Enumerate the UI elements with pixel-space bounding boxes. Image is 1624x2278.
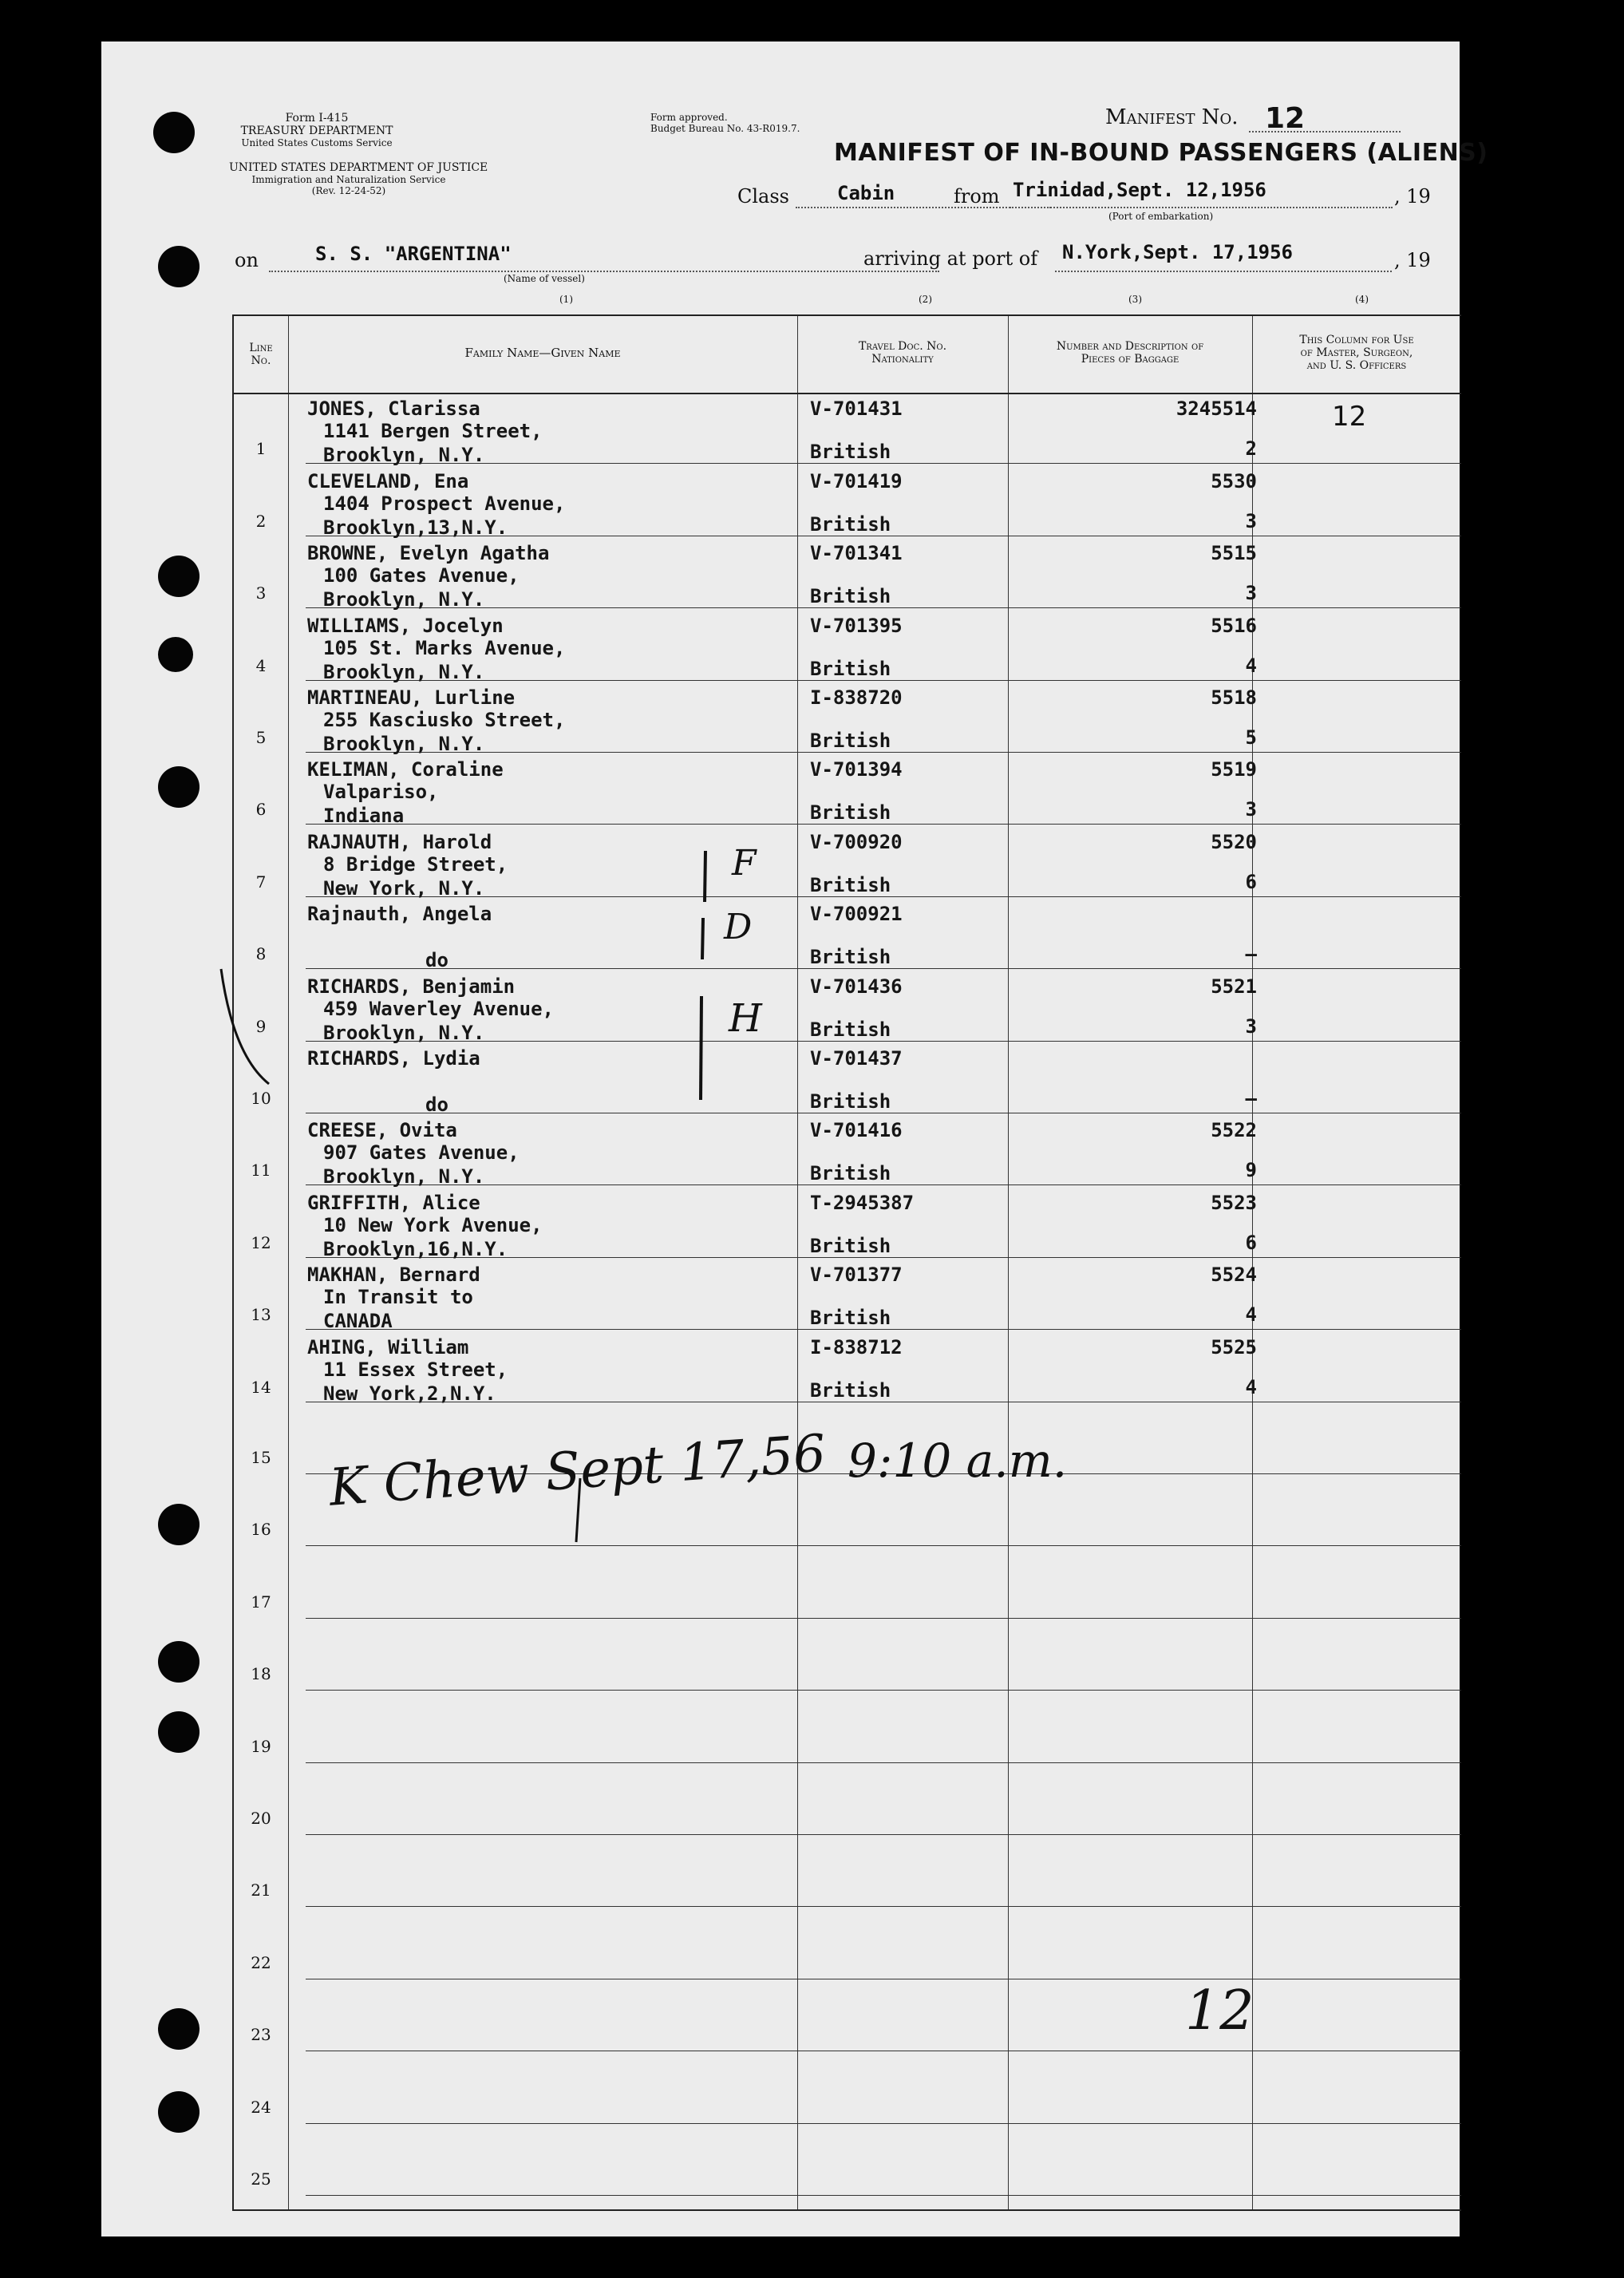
line-number: 23 <box>251 2025 271 2045</box>
officer-signature: K Chew Sept 17,56 <box>327 1424 828 1518</box>
baggage-count: 3 <box>1245 798 1257 821</box>
passenger-name-line-3: Indiana <box>323 805 405 828</box>
passenger-name-line-3: do <box>425 949 448 972</box>
inspection-time: 9:10 a.m. <box>848 1434 1068 1488</box>
passenger-name-line-1: MARTINEAU, Lurline <box>307 686 516 709</box>
passenger-name-line-2: 100 Gates Avenue, <box>323 564 520 587</box>
baggage-header-2: Pieces of Baggage <box>1081 353 1179 366</box>
passenger-name-line-2: 10 New York Avenue, <box>323 1213 543 1236</box>
line-no-header-1: Line <box>249 342 273 354</box>
baggage-number: 5519 <box>1211 758 1257 781</box>
passenger-name-line-1: MAKHAN, Bernard <box>307 1264 480 1287</box>
passenger-name-line-3: Brooklyn, N.Y. <box>323 1021 485 1044</box>
punch-hole-3 <box>158 556 200 597</box>
baggage-count: 4 <box>1245 1375 1257 1398</box>
line-number: 4 <box>255 655 267 675</box>
ins-service: Immigration and Naturalization Service <box>251 174 446 185</box>
travel-doc-number: V-701437 <box>810 1047 903 1070</box>
on-label: on <box>235 249 259 271</box>
approval-line-1: Form approved. <box>650 112 728 123</box>
mark-d: D <box>724 907 753 947</box>
passenger-name-line-1: CREESE, Ovita <box>307 1119 457 1142</box>
baggage-count: 4 <box>1245 1303 1257 1327</box>
approval-line-2: Budget Bureau No. 43-R019.7. <box>650 123 800 134</box>
from-value: Trinidad,Sept. 12,1956 <box>1013 179 1266 201</box>
line-number: 22 <box>251 1952 271 1972</box>
baggage-count: 2 <box>1245 437 1257 461</box>
baggage-count: 9 <box>1245 1159 1257 1182</box>
line-number: 5 <box>255 728 267 747</box>
line-number: 24 <box>251 2097 271 2117</box>
passenger-name-line-2: Valpariso, <box>323 781 439 804</box>
passenger-name-line-1: BROWNE, Evelyn Agatha <box>307 542 550 565</box>
nationality: British <box>810 1018 891 1041</box>
baggage-count: — <box>1245 943 1257 966</box>
year-suffix: , 19 <box>1394 185 1431 208</box>
punch-hole-1 <box>153 112 195 153</box>
travel-header-2: Nationality <box>871 353 934 366</box>
punch-hole-7 <box>158 1641 200 1683</box>
class-label: Class <box>737 185 789 208</box>
baggage-number: 5516 <box>1211 614 1257 637</box>
passenger-name-line-1: WILLIAMS, Jocelyn <box>307 614 504 637</box>
passenger-name-line-1: RICHARDS, Benjamin <box>307 975 516 998</box>
line-number: 18 <box>251 1664 271 1684</box>
passenger-name-line-3: Brooklyn, N.Y. <box>323 660 485 683</box>
baggage-number: 3245514 <box>1176 397 1257 421</box>
passenger-name-line-2: 1141 Bergen Street, <box>323 420 543 443</box>
manifest-no-label: Manifest No. <box>1105 105 1239 129</box>
punch-hole-4 <box>158 637 193 672</box>
travel-doc-number: V-700920 <box>810 830 903 853</box>
nationality: British <box>810 1162 891 1185</box>
baggage-count: 6 <box>1245 1231 1257 1254</box>
passenger-name-line-3: do <box>425 1094 448 1116</box>
line-number: 1 <box>255 439 267 459</box>
baggage-number: 5525 <box>1211 1335 1257 1358</box>
revision-date: (Rev. 12-24-52) <box>311 185 386 196</box>
line-number: 16 <box>251 1520 271 1540</box>
punch-hole-2 <box>158 246 200 287</box>
tally-mark: 12 <box>1185 1979 1255 2043</box>
line-number: 14 <box>251 1377 271 1397</box>
year-suffix-2: , 19 <box>1394 249 1431 271</box>
vessel-caption: (Name of vessel) <box>504 273 585 284</box>
line-number: 25 <box>251 2169 271 2189</box>
punch-hole-9 <box>158 2008 200 2050</box>
baggage-count: 6 <box>1245 870 1257 893</box>
treasury-dept: TREASURY DEPARTMENT <box>240 125 393 137</box>
from-label: from <box>954 185 1000 208</box>
passenger-name-line-3: New York, N.Y. <box>323 876 485 900</box>
passenger-name-line-3: Brooklyn, N.Y. <box>323 444 485 467</box>
passenger-name-line-2: 255 Kasciusko Street, <box>323 709 566 731</box>
baggage-number: 5524 <box>1211 1264 1257 1287</box>
passenger-name-line-2: 459 Waverley Avenue, <box>323 997 554 1020</box>
line-number: 8 <box>255 944 267 964</box>
punch-hole-6 <box>158 1504 200 1545</box>
name-header: Family Name—Given Name <box>464 346 621 360</box>
line-number: 15 <box>251 1448 271 1467</box>
nationality: British <box>810 946 891 969</box>
passenger-name-line-1: JONES, Clarissa <box>307 397 480 421</box>
manifest-no-value: 12 <box>1265 102 1306 135</box>
nationality: British <box>810 512 891 536</box>
passenger-name-line-1: RICHARDS, Lydia <box>307 1047 480 1070</box>
passenger-name-line-1: Rajnauth, Angela <box>307 903 492 926</box>
line-number: 3 <box>255 583 267 603</box>
arriving-value: N.York,Sept. 17,1956 <box>1062 241 1293 263</box>
baggage-number: 5521 <box>1211 975 1257 998</box>
col-num-1: (1) <box>559 294 573 305</box>
line-number: 19 <box>251 1736 271 1756</box>
passenger-name-line-3: Brooklyn, N.Y. <box>323 588 485 611</box>
nationality: British <box>810 441 891 464</box>
baggage-number: 5520 <box>1211 830 1257 853</box>
line-number: 11 <box>251 1161 271 1181</box>
passenger-name-line-3: Brooklyn,16,N.Y. <box>323 1237 508 1260</box>
passenger-name-line-2: 1404 Prospect Avenue, <box>323 492 566 515</box>
passenger-name-line-3: CANADA <box>323 1310 393 1333</box>
passenger-name-line-1: CLEVELAND, Ena <box>307 469 469 492</box>
line-number: 21 <box>251 1881 271 1900</box>
passenger-name-line-2: 105 St. Marks Avenue, <box>323 636 566 659</box>
mark-h: H <box>729 996 762 1041</box>
passenger-name-line-1: AHING, William <box>307 1335 469 1358</box>
travel-doc-number: V-701416 <box>810 1119 903 1142</box>
officers-header-1: This Column for Use <box>1299 334 1414 346</box>
baggage-count: 4 <box>1245 654 1257 677</box>
embark-caption: (Port of embarkation) <box>1108 211 1214 222</box>
travel-doc-number: V-701377 <box>810 1264 903 1287</box>
passenger-name-line-2: In Transit to <box>323 1286 473 1309</box>
vessel-value: S. S. "ARGENTINA" <box>315 243 512 265</box>
passenger-name-line-2: 11 Essex Street, <box>323 1358 508 1381</box>
passenger-name-line-3: Brooklyn, N.Y. <box>323 1165 485 1188</box>
passenger-name-line-3: New York,2,N.Y. <box>323 1382 496 1405</box>
travel-doc-number: T-2945387 <box>810 1191 915 1214</box>
passenger-name-line-2: 907 Gates Avenue, <box>323 1141 520 1165</box>
nationality: British <box>810 873 891 896</box>
col-num-2: (2) <box>919 294 932 305</box>
passenger-name-line-1: RAJNAUTH, Harold <box>307 830 492 853</box>
baggage-count: 5 <box>1245 726 1257 749</box>
nationality: British <box>810 1234 891 1257</box>
baggage-number: 5515 <box>1211 542 1257 565</box>
officers-header-3: and U. S. Officers <box>1306 359 1407 372</box>
travel-header-1: Travel Doc. No. <box>858 340 947 353</box>
line-number: 7 <box>255 872 267 892</box>
line-number: 20 <box>251 1809 271 1828</box>
passenger-name-line-3: Brooklyn,13,N.Y. <box>323 516 508 539</box>
travel-doc-number: V-701419 <box>810 469 903 492</box>
travel-doc-number: V-700921 <box>810 903 903 926</box>
officer-note: 12 <box>1332 401 1367 433</box>
page-title: MANIFEST OF IN-BOUND PASSENGERS (ALIENS) <box>834 139 1488 167</box>
baggage-count: 3 <box>1245 582 1257 605</box>
baggage-number: 5523 <box>1211 1191 1257 1214</box>
nationality: British <box>810 730 891 752</box>
customs-service: United States Customs Service <box>241 137 393 148</box>
line-no-header-2: No. <box>251 354 271 367</box>
travel-doc-number: V-701341 <box>810 542 903 565</box>
baggage-count: 3 <box>1245 1014 1257 1038</box>
punch-hole-5 <box>158 766 200 808</box>
line-number: 13 <box>251 1305 271 1325</box>
passenger-name-line-3: Brooklyn, N.Y. <box>323 733 485 755</box>
travel-doc-number: V-701395 <box>810 614 903 637</box>
line-number: 2 <box>255 511 267 531</box>
baggage-count: 3 <box>1245 509 1257 532</box>
nationality: British <box>810 801 891 825</box>
passenger-name-line-1: KELIMAN, Coraline <box>307 758 504 781</box>
punch-hole-8 <box>158 1711 200 1753</box>
nationality: British <box>810 1090 891 1113</box>
line-number: 9 <box>255 1016 267 1036</box>
baggage-number: 5522 <box>1211 1119 1257 1142</box>
travel-doc-number: I-838720 <box>810 686 903 709</box>
travel-doc-number: V-701394 <box>810 758 903 781</box>
passenger-name-line-2: 8 Bridge Street, <box>323 852 508 876</box>
mark-f: F <box>732 843 757 884</box>
line-number: 17 <box>251 1592 271 1612</box>
line-number: 10 <box>251 1089 271 1108</box>
manifest-sheet <box>101 42 1488 2236</box>
line-number: 12 <box>251 1232 271 1252</box>
baggage-number: 5530 <box>1211 469 1257 492</box>
nationality: British <box>810 657 891 680</box>
justice-dept: UNITED STATES DEPARTMENT OF JUSTICE <box>229 161 488 174</box>
travel-doc-number: I-838712 <box>810 1335 903 1358</box>
punch-hole-10 <box>158 2091 200 2133</box>
arriving-label: arriving at port of <box>863 247 1038 270</box>
line-number: 6 <box>255 800 267 820</box>
class-value: Cabin <box>837 182 895 204</box>
baggage-header-1: Number and Description of <box>1056 340 1204 353</box>
form-number: Form I-415 <box>285 112 349 125</box>
travel-doc-number: V-701436 <box>810 975 903 998</box>
col-num-4: (4) <box>1355 294 1369 305</box>
officers-header-2: of Master, Surgeon, <box>1300 346 1413 359</box>
nationality: British <box>810 585 891 608</box>
nationality: British <box>810 1307 891 1330</box>
passenger-name-line-1: GRIFFITH, Alice <box>307 1191 480 1214</box>
nationality: British <box>810 1378 891 1402</box>
baggage-count: — <box>1245 1087 1257 1109</box>
travel-doc-number: V-701431 <box>810 397 903 421</box>
baggage-number: 5518 <box>1211 686 1257 709</box>
col-num-3: (3) <box>1128 294 1142 305</box>
pen-marks <box>101 42 1460 2236</box>
